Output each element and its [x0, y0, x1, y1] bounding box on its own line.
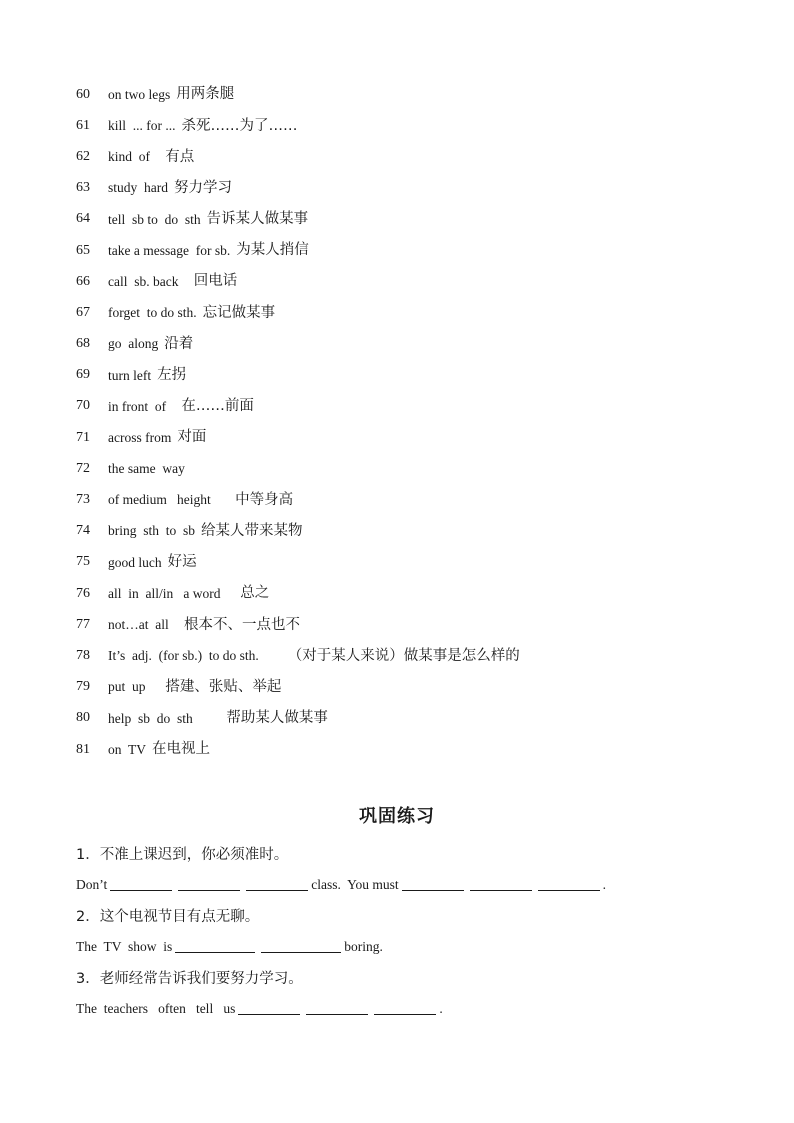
phrase-item: [76, 453, 756, 484]
phrase-english: put up: [108, 679, 146, 695]
answer-blank[interactable]: [306, 1002, 368, 1015]
phrase-number: 67: [76, 304, 90, 320]
exercise-2-prompt: 2．这个电视节目有点无聊。: [76, 909, 260, 925]
phrase-number: 61: [76, 117, 90, 133]
exercise-1-text-middle: class. You must: [311, 876, 399, 892]
phrase-number: 66: [76, 273, 90, 289]
phrase-item: [76, 703, 756, 734]
phrase-number: 70: [76, 398, 90, 414]
phrase-number: 73: [76, 492, 90, 508]
phrase-item: [76, 266, 756, 297]
phrase-item: [76, 578, 756, 609]
phrase-english: on two legs: [108, 86, 171, 102]
exercise-1-prompt: 1．不准上课迟到，你必须准时。: [76, 847, 289, 863]
phrase-number: 60: [76, 86, 90, 102]
phrase-chinese: 有点: [156, 148, 195, 165]
phrase-number: 78: [76, 647, 90, 663]
phrase-item: [76, 110, 756, 141]
phrase-english: across from: [108, 429, 172, 445]
phrase-list: [76, 79, 756, 765]
phrase-chinese: 忘记做某事: [202, 304, 276, 321]
phrase-chinese: 总之: [226, 585, 270, 602]
exercise-3-text-after: .: [439, 1000, 443, 1016]
phrase-english: go along: [108, 336, 159, 352]
phrase-chinese: 中等身高: [216, 491, 294, 508]
phrase-english: all in all/in a word: [108, 585, 221, 601]
phrase-english: the same way: [108, 461, 185, 477]
phrase-item: [76, 329, 756, 360]
phrase-chinese: 帮助某人做某事: [198, 710, 328, 727]
phrase-chinese: 回电话: [184, 273, 238, 290]
phrase-item: [76, 391, 756, 422]
phrase-item: [76, 609, 756, 640]
phrase-chinese: 搭建、张贴、举起: [151, 678, 282, 695]
phrase-number: 80: [76, 710, 90, 726]
phrase-chinese: 杀死……为了……: [181, 117, 298, 134]
phrase-chinese: 根本不、一点也不: [174, 616, 300, 633]
phrase-item: [76, 422, 756, 453]
exercise-2-text-after: boring.: [344, 938, 383, 954]
phrase-number: 74: [76, 523, 90, 539]
answer-blank[interactable]: [175, 940, 255, 953]
phrase-english: kill ... for ...: [108, 118, 176, 134]
answer-blank[interactable]: [374, 1002, 436, 1015]
phrase-item: [76, 141, 756, 172]
exercise-1-text-after: .: [602, 876, 607, 892]
answer-blank[interactable]: [402, 878, 464, 891]
phrase-number: 71: [76, 429, 90, 445]
phrase-chinese: 对面: [177, 429, 207, 446]
phrase-english: forget to do sth.: [108, 305, 197, 321]
phrase-number: 69: [76, 367, 90, 383]
phrase-english: It’s adj. (for sb.) to do sth.: [108, 648, 259, 664]
phrase-english: good luch: [108, 554, 162, 570]
phrase-english: tell sb to do sth: [108, 211, 201, 227]
phrase-item: [76, 79, 756, 110]
phrase-item: [76, 640, 756, 671]
phrase-english: study hard: [108, 180, 168, 196]
answer-blank[interactable]: [261, 940, 341, 953]
phrase-chinese: 沿着: [164, 335, 194, 352]
phrase-number: 79: [76, 679, 90, 695]
phrase-item: [76, 173, 756, 204]
exercise-3-text-before: The teachers often tell us: [76, 1000, 236, 1016]
phrase-number: 81: [76, 741, 90, 757]
phrase-item: [76, 672, 756, 703]
phrase-english: not…at all: [108, 617, 169, 633]
phrase-chinese: 为某人捎信: [236, 242, 309, 259]
phrase-english: kind of: [108, 149, 150, 165]
phrase-english: take a message for sb.: [108, 242, 231, 258]
phrase-item: [76, 547, 756, 578]
phrase-number: 77: [76, 616, 90, 632]
phrase-item: [76, 516, 756, 547]
exercise-1-text-before: Don’t: [76, 876, 108, 892]
phrase-english: on TV: [108, 741, 147, 757]
phrase-item: [76, 484, 756, 515]
phrase-english: in front of: [108, 398, 167, 414]
phrase-english: help sb do sth: [108, 710, 193, 726]
phrase-item: [76, 297, 756, 328]
section-title: 巩固练习: [359, 806, 435, 827]
exercise-2-text-before: The TV show is: [76, 938, 173, 954]
phrase-item: [76, 734, 756, 765]
phrase-chinese: 告诉某人做某事: [206, 211, 309, 228]
phrase-item: [76, 235, 756, 266]
phrase-chinese: 好运: [167, 554, 197, 571]
exercise-1-answer-line: [76, 869, 756, 900]
phrase-number: 75: [76, 554, 90, 570]
phrase-number: 76: [76, 585, 90, 601]
phrase-english: of medium height: [108, 492, 211, 508]
exercise-3-prompt: 3．老师经常告诉我们要努力学习。: [76, 971, 303, 987]
answer-blank[interactable]: [178, 878, 240, 891]
phrase-item: [76, 204, 756, 235]
phrase-english: turn left: [108, 367, 152, 383]
exercise-2-answer-line: [76, 931, 756, 962]
phrase-number: 72: [76, 460, 90, 476]
phrase-number: 64: [76, 211, 90, 227]
phrase-english: call sb. back: [108, 273, 179, 289]
phrase-number: 65: [76, 242, 90, 258]
answer-blank[interactable]: [538, 878, 600, 891]
phrase-number: 68: [76, 336, 90, 352]
phrase-english: bring sth to sb: [108, 523, 196, 539]
answer-blank[interactable]: [110, 878, 172, 891]
phrase-number: 62: [76, 148, 90, 164]
phrase-chinese: 在电视上: [152, 741, 211, 758]
answer-blank[interactable]: [238, 1002, 300, 1015]
exercise-list: [76, 838, 756, 1024]
answer-blank[interactable]: [246, 878, 308, 891]
answer-blank[interactable]: [470, 878, 532, 891]
phrase-chinese: 左拐: [157, 367, 187, 384]
phrase-chinese: （对于某人来说）做某事是怎么样的: [264, 647, 520, 664]
phrase-chinese: 努力学习: [174, 179, 232, 196]
phrase-chinese: 给某人带来某物: [201, 522, 303, 539]
phrase-chinese: 在……前面: [172, 398, 254, 415]
phrase-item: [76, 360, 756, 391]
exercise-3-answer-line: [76, 993, 756, 1024]
phrase-chinese: 用两条腿: [176, 86, 235, 103]
phrase-number: 63: [76, 180, 90, 196]
